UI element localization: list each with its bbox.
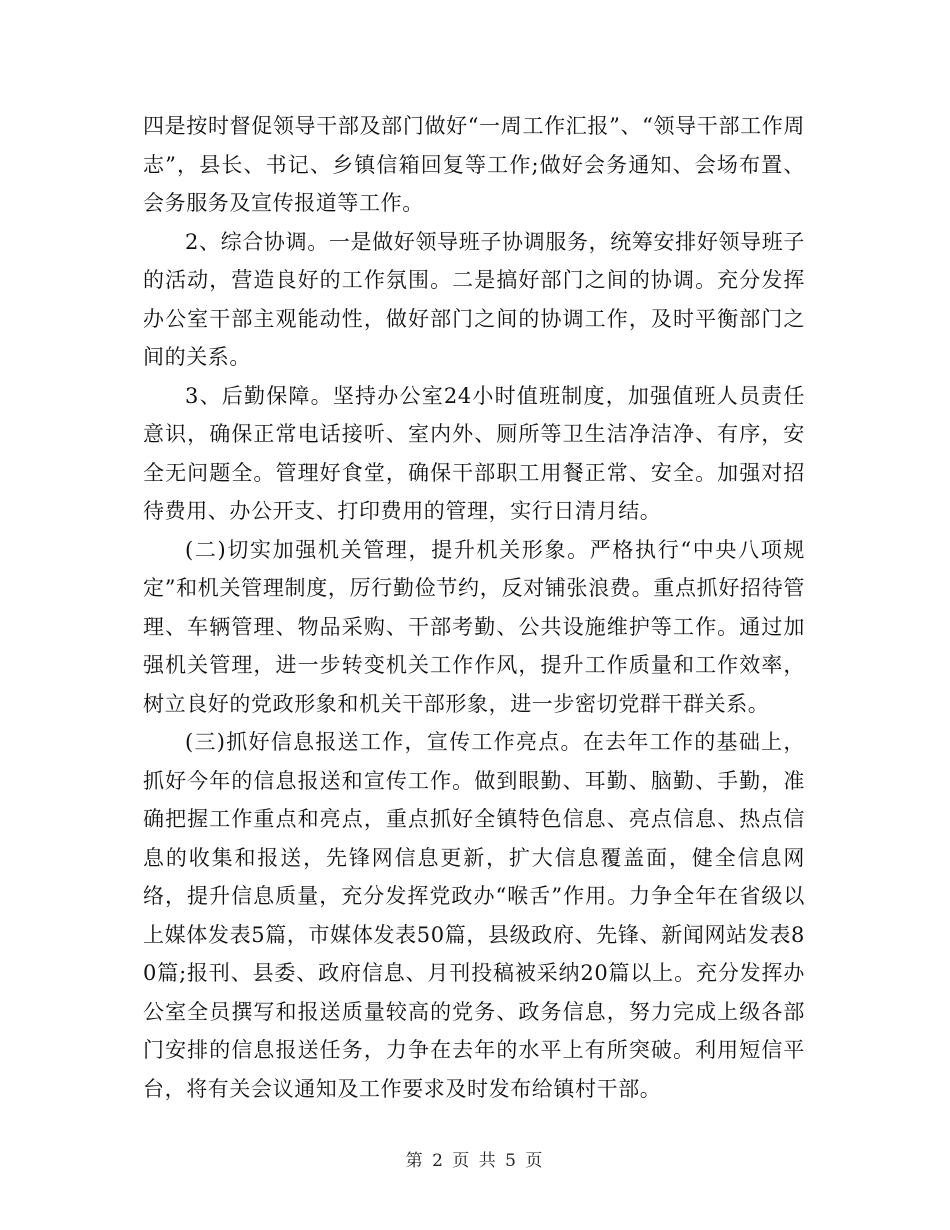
paragraph-office-management: (二)切实加强机关管理，提升机关形象。严格执行“中央八项规定”和机关管理制度，厉行勤俭节约，反对铺张浪费。重点抓好招待管理、车辆管理、物品采购、干部考勤、公共设施维护等工作。通过加强机关管理，进一步转变机关工作作风，提升工作质量和工作效率，树立良好的党政形象和机关干部形象，进一步密切党群干群关系。 (143, 537, 805, 716)
paragraph-coordination: 2、综合协调。一是做好领导班子协调服务，统筹安排好领导班子的活动，营造良好的工作氛围。二是搞好部门之间的协调。充分发挥办公室干部主观能动性，做好部门之间的协调工作，及时平衡部门之间的关系。 (143, 229, 805, 369)
paragraph-information-reporting: (三)抓好信息报送工作，宣传工作亮点。在去年工作的基础上，抓好今年的信息报送和宣传工作。做到眼勤、耳勤、脑勤、手勤，准确把握工作重点和亮点，重点抓好全镇特色信息、亮点信息、热点信息的收集和报送，先锋网信息更新，扩大信息覆盖面，健全信息网络，提升信息质量，充分发挥党政办“喉舌”作用。力争全年在省级以上媒体发表5篇，市媒体发表50篇，县级政府、先锋、新闻网站发表80篇;报刊、县委、政府信息、月刊投稿被采纳20篇以上。充分发挥办公室全员撰写和报送质量较高的党务、政务信息，努力完成上级各部门安排的信息报送任务，力争在去年的水平上有所突破。利用短信平台，将有关会议通知及工作要求及时发布给镇村干部。 (143, 730, 805, 1101)
paragraph-continuation: 四是按时督促领导干部及部门做好“一周工作汇报”、“领导干部工作周志”，县长、书记、乡镇信箱回复等工作;做好会务通知、会场布置、会务服务及宣传报道等工作。 (143, 114, 805, 215)
document-body (143, 107, 805, 1108)
page-number-footer: 第 2 页 共 5 页 (405, 1151, 545, 1171)
paragraph-logistics: 3、后勤保障。坚持办公室24小时值班制度，加强值班人员责任意识，确保正常电话接听、室内外、厕所等卫生洁净洁净、有序，安全无问题全。管理好食堂，确保干部职工用餐正常、安全。加强对招待费用、办公开支、打印费用的管理，实行日清月结。 (143, 383, 805, 523)
